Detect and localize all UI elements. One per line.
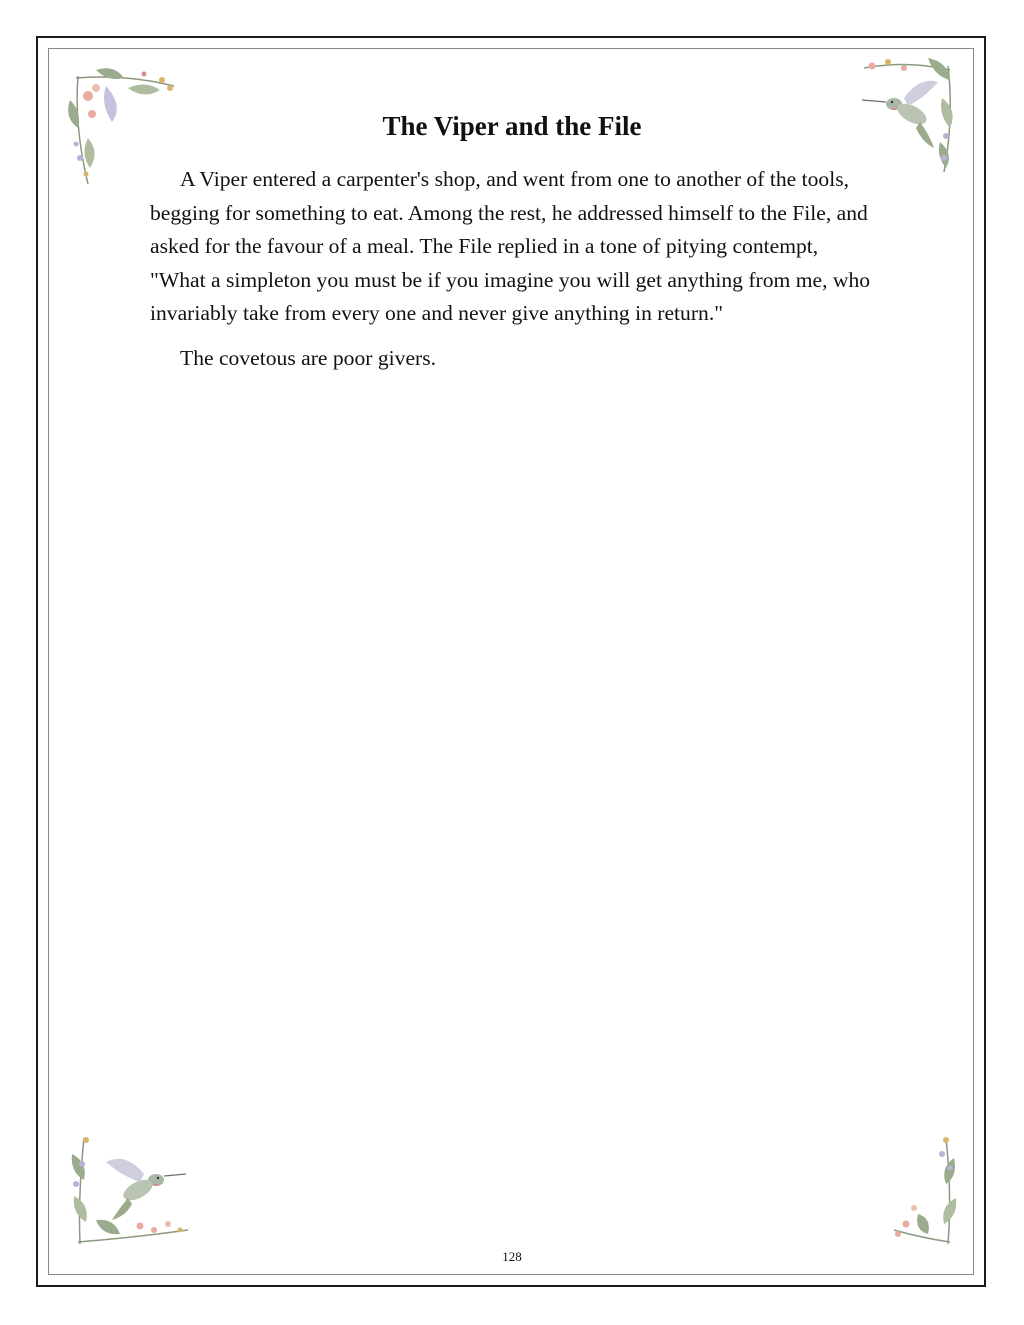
page-number: 128 xyxy=(502,1249,522,1264)
story-body xyxy=(150,163,878,386)
story-title: The Viper and the File xyxy=(382,111,642,141)
hummingbird-corner-bottom-left xyxy=(70,1134,194,1246)
story-moral: The covetous are poor givers. xyxy=(180,345,437,370)
story-paragraph: A Viper entered a carpenter's shop, and went from one to another of the tools, begging for something to eat. Among the rest, he addressed himself to the File, and asked for the favour of a meal. The File replied in a tone of pitying contempt, "What a simpleton you must be if you imagine you will get anything from me, who invariably take from every one and never give anything in return." xyxy=(150,167,871,325)
floral-corner-bottom-right xyxy=(888,1134,960,1246)
